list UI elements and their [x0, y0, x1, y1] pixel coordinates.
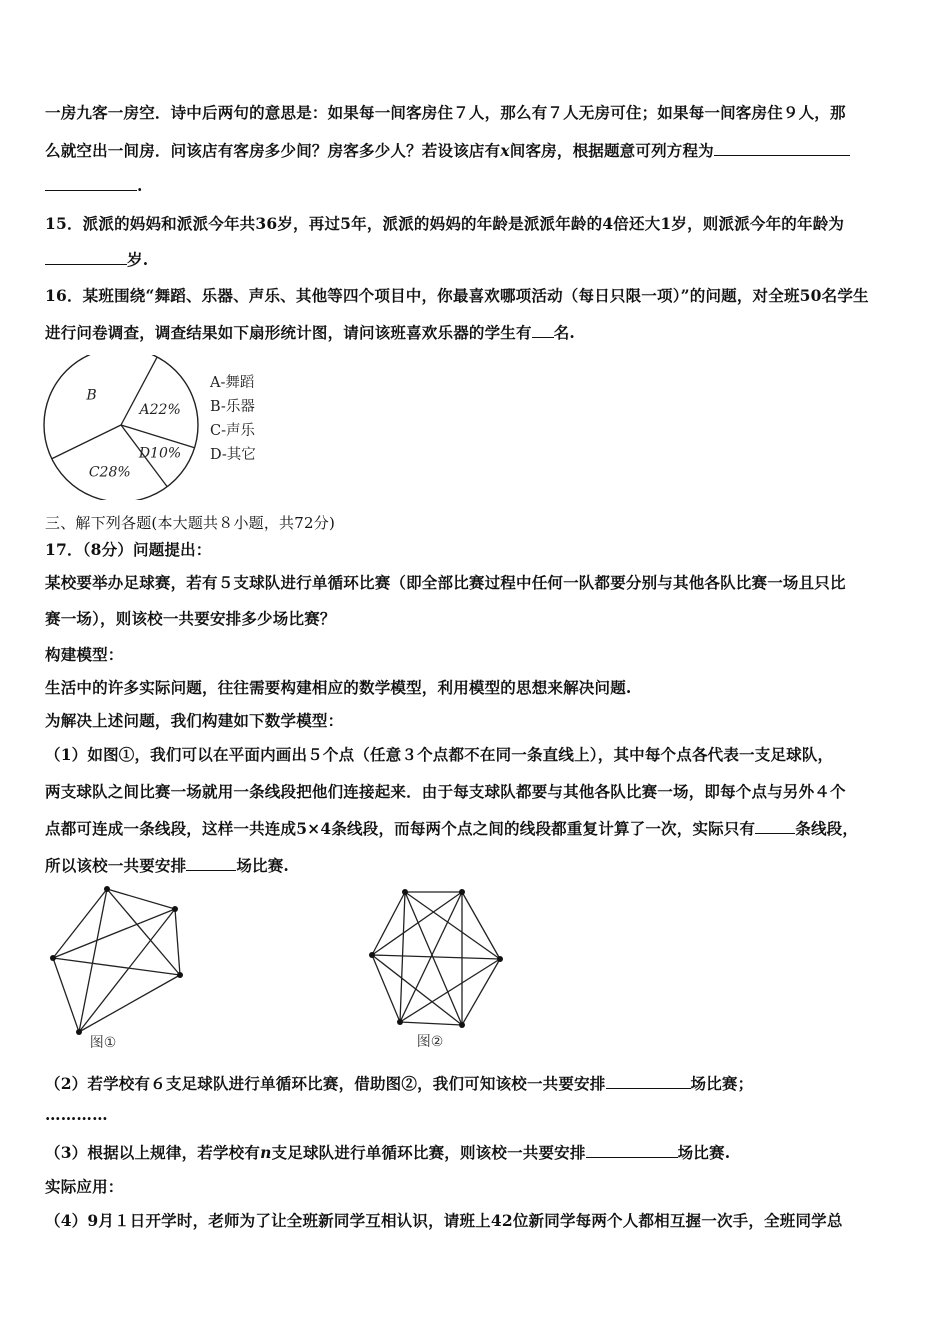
p17-step3-blank[interactable] — [586, 1143, 678, 1158]
section-3-heading: 三、解下列各题(本大题共８小题，共72分) — [45, 514, 335, 532]
pie-legend-item: B-乐器 — [210, 399, 255, 415]
p14-line-2 — [45, 139, 850, 161]
p17-model-line-2: 为解决上述问题，我们构建如下数学模型： — [45, 711, 344, 730]
p17-step1-line-3-text-a: 点都可连成一条线段，这样一共连成5×4条线段，而每两个点之间的线段都重复计算了一次，实际只有 — [45, 819, 756, 838]
p14-line-3 — [45, 176, 143, 195]
p17-segments-blank[interactable] — [755, 819, 795, 834]
p17-step3 — [45, 1141, 730, 1163]
pie-slice-label-a: A22% — [139, 401, 181, 418]
p17-step2-blank[interactable] — [606, 1074, 691, 1089]
p17-model-line-1: 生活中的许多实际问题，往往需要构建相应的数学模型，利用模型的思想来解决问题. — [45, 678, 632, 697]
figure-1-edges — [53, 889, 180, 1032]
p16-line-2-text-a: 进行问卷调查，调查结果如下扇形统计图，请问该班喜欢乐器的学生有 — [45, 323, 532, 342]
pie-legend-item: D-其它 — [210, 447, 256, 463]
p17-step1-line-4 — [45, 854, 289, 876]
figure-2-edges — [372, 892, 500, 1025]
p14-answer-blank-cont[interactable] — [45, 176, 137, 191]
figure-2-hexagon-graph — [360, 880, 510, 1055]
p16-line-1: 16．某班围绕“舞蹈、乐器、声乐、其他等四个项目中，你最喜欢哪项活动（每日只限一项）”的问题，对全班50名学生 — [45, 286, 869, 305]
pie-legend-item: C-声乐 — [210, 423, 255, 439]
p17-step2-text-a: （2）若学校有６支足球队进行单循环比赛，借助图②，我们可知该校一共要安排 — [45, 1074, 606, 1093]
figure-1-pentagon-graph — [45, 885, 190, 1055]
p16-line-2-text-b: 名. — [553, 323, 575, 342]
p17-step3-text-b: 支足球队进行单循环比赛，则该校一共要安排 — [271, 1143, 586, 1162]
p17-matches-blank[interactable] — [186, 856, 236, 871]
p17-step1-line-4-text-a: 所以该校一共要安排 — [45, 856, 187, 875]
p16-answer-blank[interactable] — [532, 323, 554, 338]
p17-step3-text-c: 场比赛. — [677, 1143, 731, 1162]
p14-line-2-text-a: 么就空出一间房．问该店有客房多少间？房客多少人？若设该店有 — [45, 141, 501, 160]
pie-chart — [40, 355, 280, 500]
p16-line-2 — [45, 321, 575, 343]
p17-applied-title: 实际应用： — [45, 1177, 124, 1196]
p17-step1-line-2: 两支球队之间比赛一场就用一条线段把他们连接起来．由于每支球队都要与其他各队比赛一场，即每个点与另外４个 — [45, 782, 846, 801]
p14-line-3-end: . — [137, 176, 143, 195]
p17-step1-line-3 — [45, 817, 858, 839]
pie-slice-label-d: D10% — [138, 445, 182, 462]
p14-answer-blank[interactable] — [714, 141, 850, 156]
p15-line-2 — [45, 248, 148, 270]
p14-line-2-text-b: 间客房，根据题意可列方程为 — [509, 141, 714, 160]
pie-slice-label-b: B — [86, 387, 97, 404]
p17-question-line-2: 赛一场），则该校一共要安排多少场比赛？ — [45, 609, 336, 628]
p17-variable-n: n — [260, 1143, 272, 1162]
p17-ellipsis: ………… — [45, 1105, 108, 1124]
p15-line-1: 15．派派的妈妈和派派今年共36岁，再过5年，派派的妈妈的年龄是派派年龄的4倍还大1岁，则派派今年的年龄为 — [45, 214, 845, 233]
p17-step3-text-a: （3）根据以上规律，若学校有 — [45, 1143, 261, 1162]
p17-question-line-1: 某校要举办足球赛，若有５支球队进行单循环比赛（即全部比赛过程中任何一队都要分别与其他各队比赛一场且只比 — [45, 573, 846, 592]
p17-step2-text-b: 场比赛； — [690, 1074, 754, 1093]
p17-heading: 17．（8分）问题提出： — [45, 540, 212, 559]
p17-step2 — [45, 1072, 753, 1094]
p17-step1-line-1: （1）如图①，我们可以在平面内画出５个点（任意３个点都不在同一条直线上），其中每个点各代表一支足球队， — [45, 745, 834, 764]
p17-step1-line-4-text-b: 场比赛. — [236, 856, 290, 875]
p17-step1-line-3-text-b: 条线段， — [795, 819, 859, 838]
pie-legend-item: A-舞蹈 — [210, 375, 255, 391]
figure-1-caption: 图① — [89, 1035, 117, 1051]
p15-line-2-end: 岁. — [127, 250, 149, 269]
p17-step4: （4）9月１日开学时，老师为了让全班新同学互相认识，请班上42位新同学每两个人都相互握一次手，全班同学总 — [45, 1211, 843, 1230]
pie-slice-label-c: C28% — [88, 464, 131, 481]
p14-line-1: 一房九客一房空．诗中后两句的意思是：如果每一间客房住７人，那么有７人无房可住；如果每一间客房住９人，那 — [45, 103, 846, 122]
p15-answer-blank[interactable] — [45, 250, 127, 265]
p17-model-title: 构建模型： — [45, 645, 124, 664]
figure-2-caption: 图② — [416, 1034, 444, 1050]
p14-variable-x: x — [500, 141, 510, 160]
